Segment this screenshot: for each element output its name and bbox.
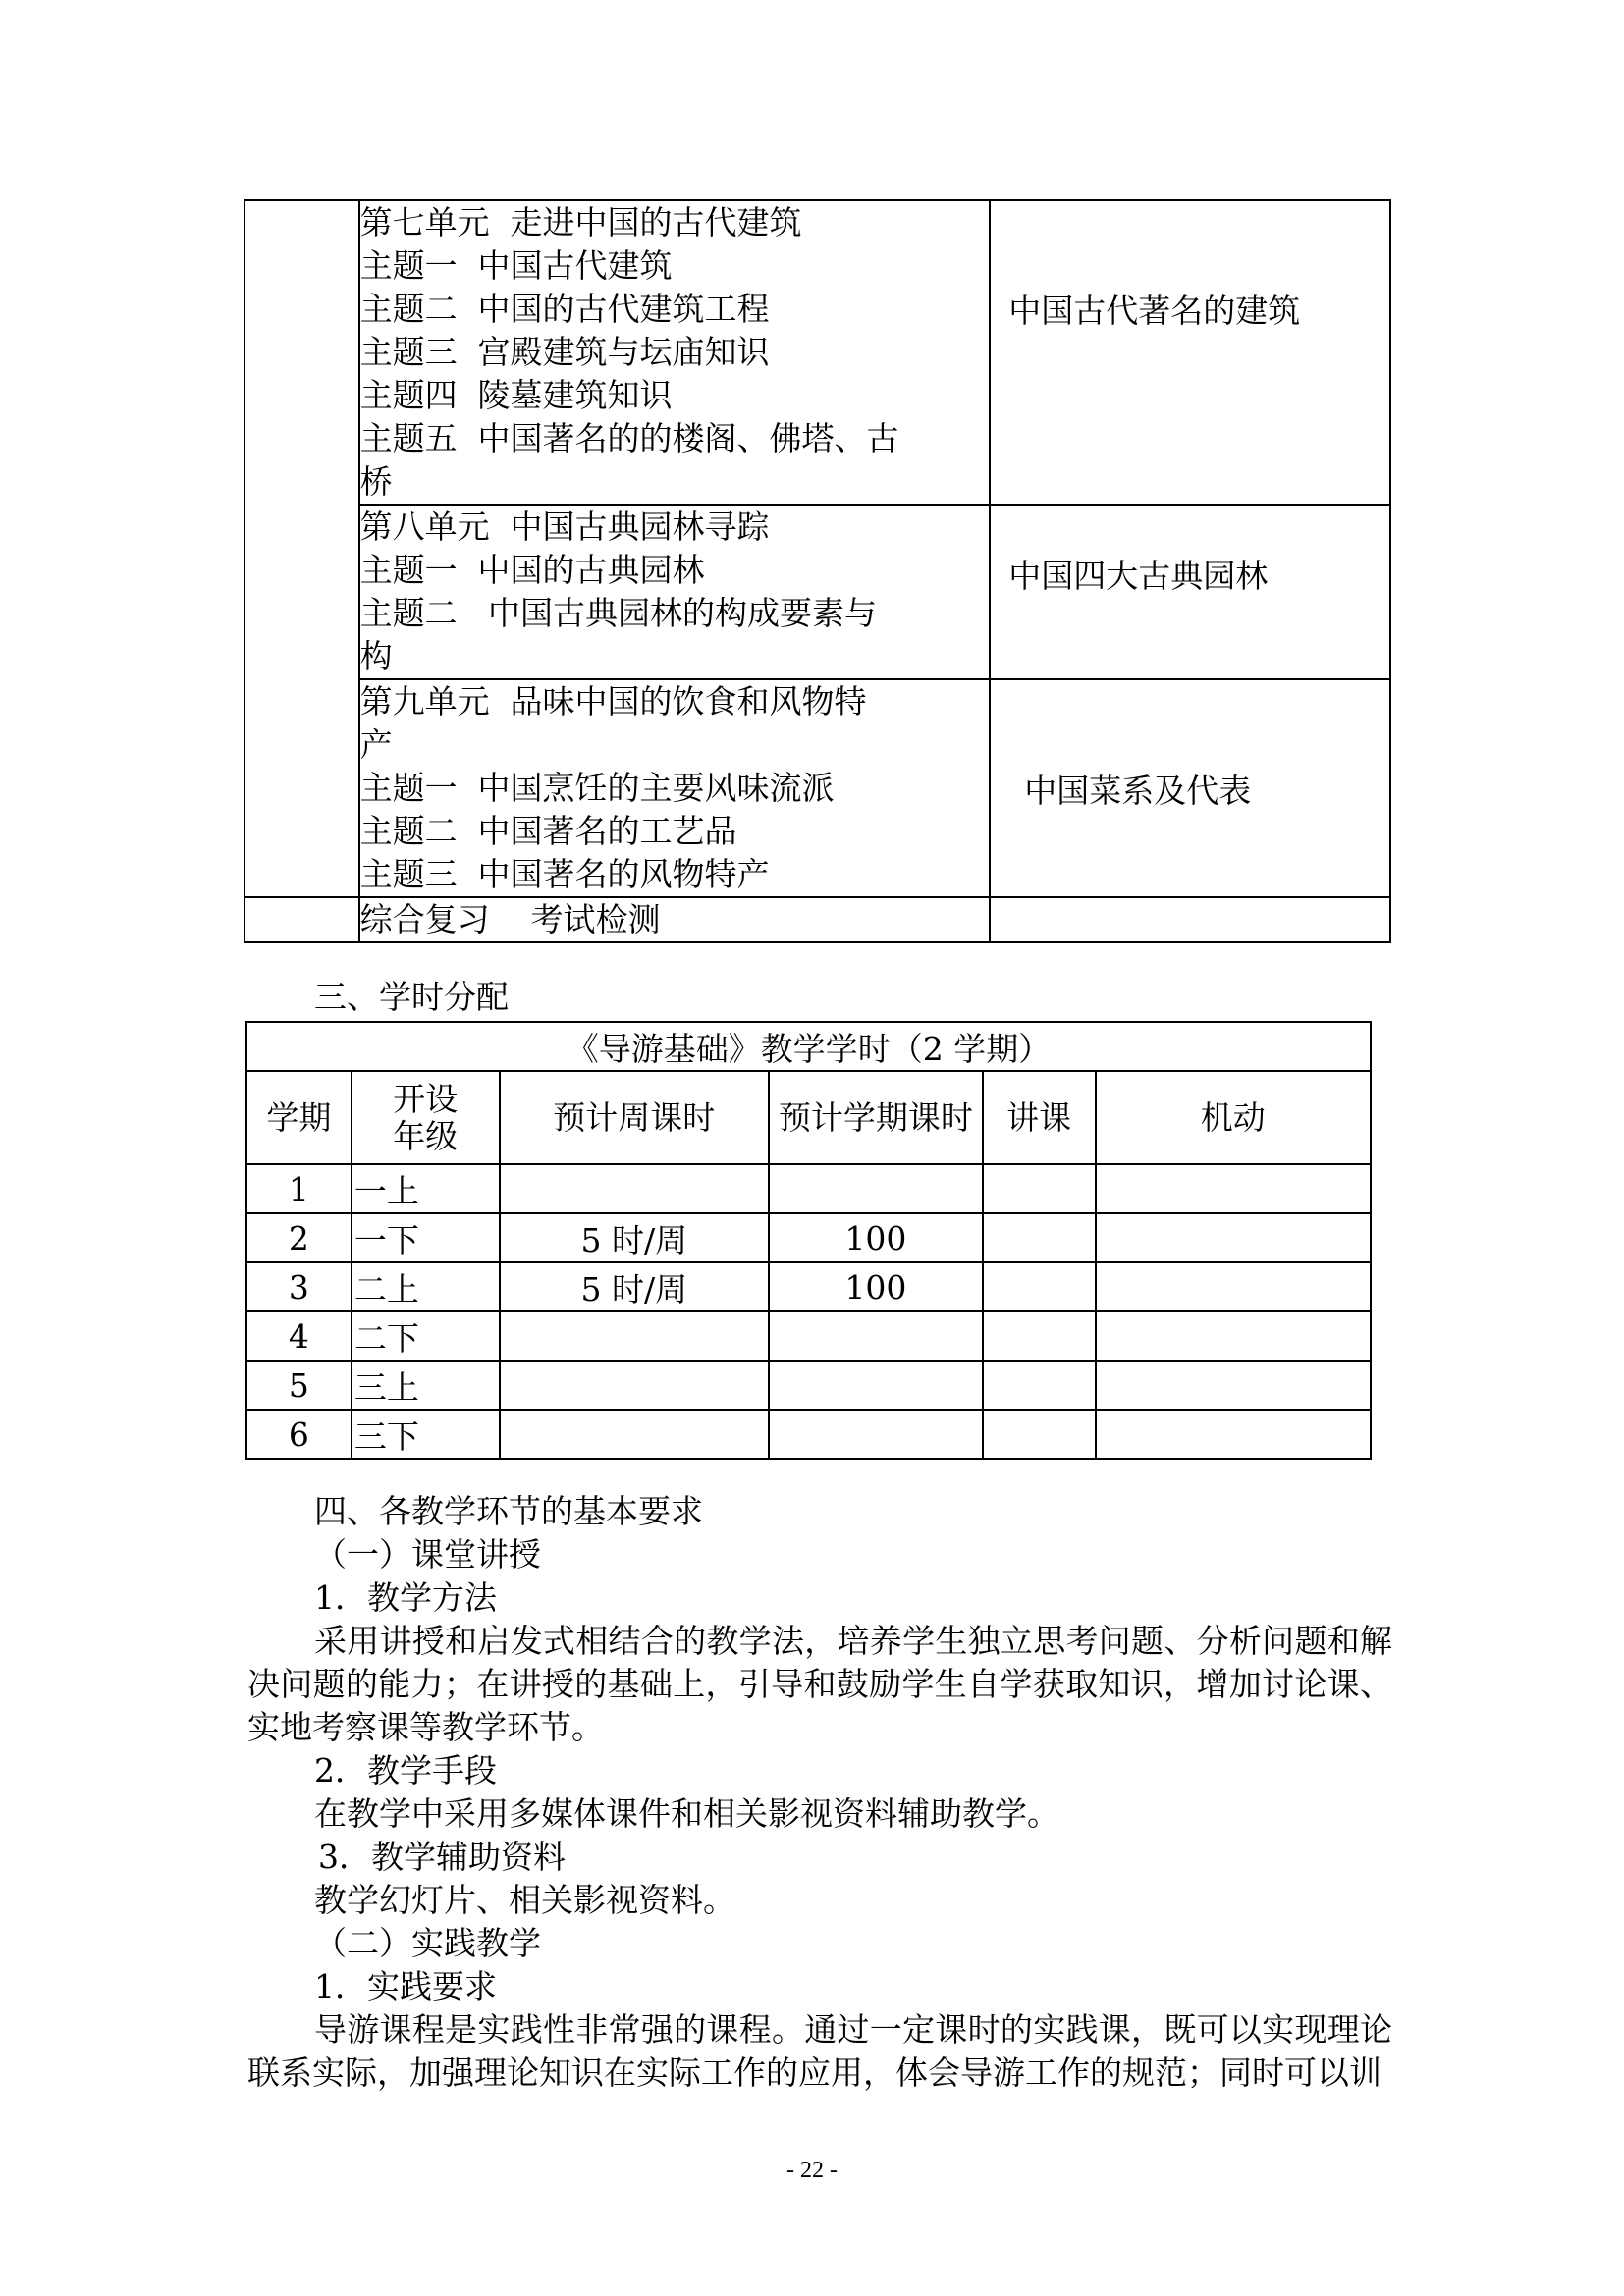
unit-9-remark-text: 中国菜系及代表 [1024, 771, 1252, 810]
hours-table-header-row [246, 1071, 1371, 1164]
unit-7-remark [990, 200, 1390, 505]
lecture-cell [983, 1164, 1096, 1213]
grade-cell: 二下 [352, 1311, 500, 1361]
unit-9-topic-2: 主题二 中国著名的工艺品 [359, 812, 737, 850]
unit-7-topics [359, 200, 991, 505]
unit-7-topic-3: 主题三 宫殿建筑与坛庙知识 [359, 333, 770, 371]
lecture-cell [983, 1410, 1096, 1459]
semester-cell: 2 [246, 1213, 352, 1262]
flexible-cell [1096, 1311, 1371, 1361]
lecture-cell [983, 1361, 1096, 1410]
unit-9-title: 第九单元 品味中国的饮食和风物特 [359, 682, 867, 721]
item-1-text: 采用讲授和启发式相结合的教学法，培养学生独立思考问题、分析问题和解决问题的能力；在讲授的基础上，引导和鼓励学生自学获取知识，增加讨论课、实地考察课等教学环节。 [247, 1622, 1392, 1746]
hours-table-row [246, 1262, 1371, 1311]
review-category-cell [244, 897, 359, 942]
semester-cell: 5 [246, 1361, 352, 1410]
semester-hours-cell [769, 1361, 983, 1410]
item-1-title: 1．教学方法 [314, 1578, 497, 1617]
weekly-hours-cell [500, 1410, 769, 1459]
unit-8-topics [359, 505, 991, 679]
unit-8-topic-2: 主题二 中国古典园林的构成要素与 [359, 594, 878, 632]
unit-row-9 [244, 679, 1390, 897]
semester-cell: 3 [246, 1262, 352, 1311]
semester-hours-cell [769, 1164, 983, 1213]
item-4-title: 1．实践要求 [314, 1967, 497, 2005]
hours-table-row [246, 1213, 1371, 1262]
flexible-cell [1096, 1213, 1371, 1262]
header-lecture: 讲课 [983, 1071, 1096, 1164]
flexible-cell [1096, 1262, 1371, 1311]
item-3-title: 3．教学辅助资料 [318, 1838, 566, 1876]
semester-cell: 1 [246, 1164, 352, 1213]
weekly-hours-cell: 5 时/周 [500, 1262, 769, 1311]
flexible-cell [1096, 1410, 1371, 1459]
section-3-heading: 三、学时分配 [314, 978, 509, 1016]
unit-9-topic-3: 主题三 中国著名的风物特产 [359, 855, 770, 893]
lecture-cell [983, 1262, 1096, 1311]
item-2-text: 在教学中采用多媒体课件和相关影视资料辅助教学。 [314, 1794, 1059, 1833]
review-cell [359, 897, 991, 942]
hours-table-title-row [246, 1022, 1371, 1071]
unit-9-topic-1: 主题一 中国烹饪的主要风味流派 [359, 769, 835, 807]
unit-9-remark [990, 679, 1390, 897]
hours-table-body [246, 1164, 1371, 1459]
unit-7-remark-text: 中国古代著名的建筑 [1008, 292, 1301, 330]
grade-cell: 三下 [352, 1410, 500, 1459]
review-row [244, 897, 1390, 942]
item-3-text: 教学幻灯片、相关影视资料。 [314, 1881, 735, 1919]
unit-7-topic-5-wrap: 桥 [359, 462, 393, 501]
weekly-hours-cell [500, 1361, 769, 1410]
item-4-text: 导游课程是实践性非常强的课程。通过一定课时的实践课，既可以实现理论联系实际，加强理论知识在实际工作的应用，体会导游工作的规范；同时可以训 [247, 2010, 1392, 2092]
unit-7-title: 第七单元 走进中国的古代建筑 [359, 203, 802, 241]
section-4-heading: 四、各教学环节的基本要求 [314, 1492, 703, 1530]
grade-cell: 一上 [352, 1164, 500, 1213]
hours-table-title: 《导游基础》教学学时（2 学期） [246, 1022, 1371, 1071]
unit-row-7 [244, 200, 1390, 505]
lecture-cell [983, 1213, 1096, 1262]
subsection-1-heading: （一）课堂讲授 [314, 1535, 541, 1574]
semester-hours-cell: 100 [769, 1262, 983, 1311]
grade-cell: 三上 [352, 1361, 500, 1410]
lecture-cell [983, 1311, 1096, 1361]
unit-8-remark-text: 中国四大古典园林 [1008, 557, 1269, 595]
weekly-hours-cell: 5 时/周 [500, 1213, 769, 1262]
unit-9-topics [359, 679, 991, 897]
unit-8-title: 第八单元 中国古典园林寻踪 [359, 507, 770, 546]
review-remark-cell [990, 897, 1390, 942]
unit-8-topic-1: 主题一 中国的古典园林 [359, 551, 705, 589]
teaching-hours-table [245, 1021, 1372, 1460]
hours-table-row [246, 1164, 1371, 1213]
flexible-cell [1096, 1361, 1371, 1410]
semester-hours-cell [769, 1410, 983, 1459]
header-semester: 学期 [246, 1071, 352, 1164]
course-units-table [244, 199, 1391, 943]
header-flexible: 机动 [1096, 1071, 1371, 1164]
header-grade: 开设 年级 [352, 1071, 500, 1164]
grade-cell: 一下 [352, 1213, 500, 1262]
section-4 [247, 1490, 1392, 2095]
hours-table-row [246, 1311, 1371, 1361]
weekly-hours-cell [500, 1311, 769, 1361]
subsection-2-heading: （二）实践教学 [314, 1924, 541, 1962]
hours-table-row [246, 1361, 1371, 1410]
unit-7-topic-4: 主题四 陵墓建筑知识 [359, 376, 673, 414]
unit-7-topic-5: 主题五 中国著名的的楼阁、佛塔、古 [359, 419, 899, 457]
unit-row-8 [244, 505, 1390, 679]
grade-cell: 二上 [352, 1262, 500, 1311]
hours-table-row [246, 1410, 1371, 1459]
review-text: 综合复习 考试检测 [359, 900, 661, 938]
category-cell [244, 200, 359, 897]
unit-8-topic-2-wrap: 构 [359, 637, 393, 675]
unit-7-topic-1: 主题一 中国古代建筑 [359, 246, 673, 285]
item-2-title: 2．教学手段 [314, 1751, 497, 1789]
unit-7-topic-2: 主题二 中国的古代建筑工程 [359, 290, 770, 328]
semester-cell: 6 [246, 1410, 352, 1459]
unit-9-title-wrap: 产 [359, 725, 393, 764]
flexible-cell [1096, 1164, 1371, 1213]
semester-hours-cell: 100 [769, 1213, 983, 1262]
semester-cell: 4 [246, 1311, 352, 1361]
semester-hours-cell [769, 1311, 983, 1361]
header-semester-hours: 预计学期课时 [769, 1071, 983, 1164]
header-weekly-hours: 预计周课时 [500, 1071, 769, 1164]
page-number: - 22 - [786, 2158, 838, 2183]
unit-8-remark [990, 505, 1390, 679]
weekly-hours-cell [500, 1164, 769, 1213]
